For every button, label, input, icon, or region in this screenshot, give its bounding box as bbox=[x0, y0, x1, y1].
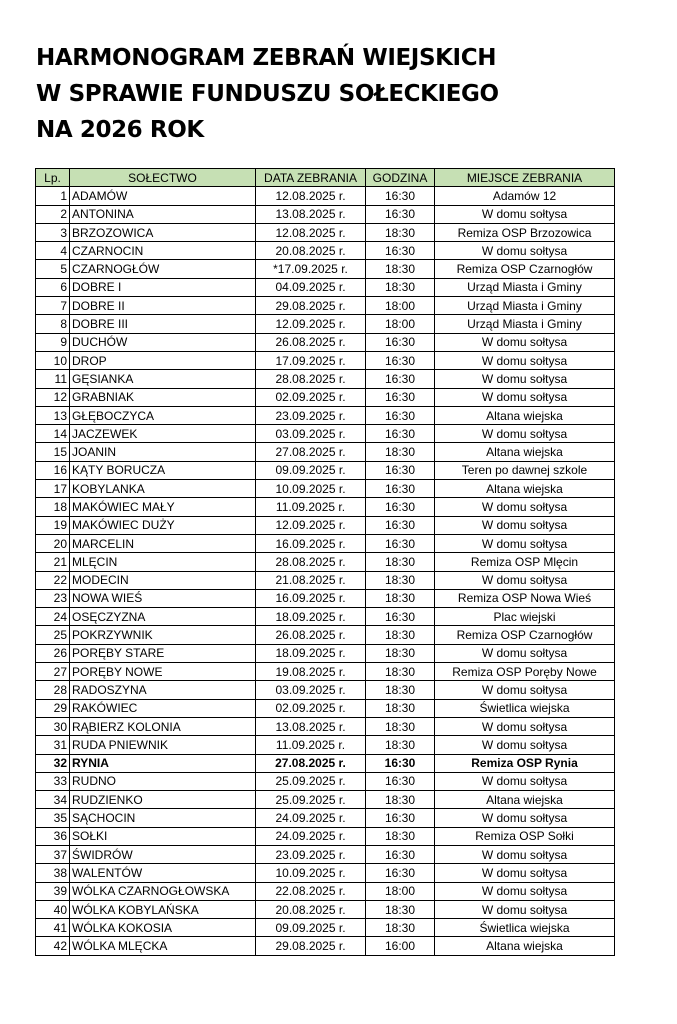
table-row bbox=[36, 717, 615, 735]
meeting-time: 16:30 bbox=[366, 242, 435, 260]
meeting-time: 16:30 bbox=[366, 425, 435, 443]
village-name: JACZEWEK bbox=[70, 425, 256, 443]
village-name: RĄBIERZ KOLONIA bbox=[70, 717, 256, 735]
meeting-place: Altana wiejska bbox=[435, 480, 615, 498]
row-number: 23 bbox=[36, 589, 70, 607]
meeting-place: Urząd Miasta i Gminy bbox=[435, 278, 615, 296]
village-name: JOANIN bbox=[70, 443, 256, 461]
meeting-place: Altana wiejska bbox=[435, 443, 615, 461]
village-name: RUDZIENKO bbox=[70, 791, 256, 809]
row-number: 25 bbox=[36, 626, 70, 644]
table-row bbox=[36, 223, 615, 241]
row-number: 18 bbox=[36, 498, 70, 516]
table-row bbox=[36, 791, 615, 809]
row-number: 41 bbox=[36, 919, 70, 937]
meeting-time: 18:30 bbox=[366, 681, 435, 699]
village-name: OSĘCZYZNA bbox=[70, 608, 256, 626]
village-name: DROP bbox=[70, 351, 256, 369]
meeting-date: 11.09.2025 r. bbox=[256, 498, 366, 516]
village-name: ANTONINA bbox=[70, 205, 256, 223]
meeting-time: 18:30 bbox=[366, 553, 435, 571]
table-row bbox=[36, 425, 615, 443]
row-number: 4 bbox=[36, 242, 70, 260]
table-row bbox=[36, 205, 615, 223]
meeting-place: Remiza OSP Rynia bbox=[435, 754, 615, 772]
village-name: RADOSZYNA bbox=[70, 681, 256, 699]
table-row bbox=[36, 443, 615, 461]
row-number: 42 bbox=[36, 937, 70, 955]
table-row bbox=[36, 553, 615, 571]
meeting-date: 19.08.2025 r. bbox=[256, 663, 366, 681]
meeting-time: 18:30 bbox=[366, 827, 435, 845]
row-number: 11 bbox=[36, 370, 70, 388]
village-name: WÓLKA KOKOSIA bbox=[70, 919, 256, 937]
meeting-time: 16:30 bbox=[366, 809, 435, 827]
meeting-date: 03.09.2025 r. bbox=[256, 681, 366, 699]
table-header-row bbox=[36, 169, 615, 187]
meeting-time: 18:30 bbox=[366, 443, 435, 461]
meeting-date: 21.08.2025 r. bbox=[256, 571, 366, 589]
table-row bbox=[36, 919, 615, 937]
meeting-place: Remiza OSP Czarnogłów bbox=[435, 626, 615, 644]
meeting-date: 22.08.2025 r. bbox=[256, 882, 366, 900]
meeting-time: 16:30 bbox=[366, 534, 435, 552]
table-row bbox=[36, 882, 615, 900]
meeting-date: 02.09.2025 r. bbox=[256, 388, 366, 406]
meeting-date: 12.09.2025 r. bbox=[256, 315, 366, 333]
meeting-place: Świetlica wiejska bbox=[435, 919, 615, 937]
meeting-time: 16:30 bbox=[366, 480, 435, 498]
meeting-date: 17.09.2025 r. bbox=[256, 351, 366, 369]
table-row bbox=[36, 736, 615, 754]
village-name: ADAMÓW bbox=[70, 187, 256, 205]
meeting-date: 24.09.2025 r. bbox=[256, 827, 366, 845]
meeting-time: 18:30 bbox=[366, 900, 435, 918]
village-name: GĘSIANKA bbox=[70, 370, 256, 388]
village-name: RAKÓWIEC bbox=[70, 699, 256, 717]
table-row bbox=[36, 351, 615, 369]
meeting-time: 18:30 bbox=[366, 644, 435, 662]
meeting-place: W domu sołtysa bbox=[435, 864, 615, 882]
row-number: 35 bbox=[36, 809, 70, 827]
meeting-time: 18:00 bbox=[366, 882, 435, 900]
meeting-date: *17.09.2025 r. bbox=[256, 260, 366, 278]
meeting-place: Remiza OSP Brzozowica bbox=[435, 223, 615, 241]
village-name: NOWA WIEŚ bbox=[70, 589, 256, 607]
meeting-date: 09.09.2025 r. bbox=[256, 919, 366, 937]
village-name: PORĘBY NOWE bbox=[70, 663, 256, 681]
meeting-time: 18:30 bbox=[366, 699, 435, 717]
row-number: 21 bbox=[36, 553, 70, 571]
meeting-time: 16:30 bbox=[366, 187, 435, 205]
meeting-place: W domu sołtysa bbox=[435, 809, 615, 827]
village-name: POKRZYWNIK bbox=[70, 626, 256, 644]
meeting-time: 16:30 bbox=[366, 370, 435, 388]
village-name: MARCELIN bbox=[70, 534, 256, 552]
meeting-date: 12.08.2025 r. bbox=[256, 223, 366, 241]
table-row bbox=[36, 608, 615, 626]
table-row bbox=[36, 516, 615, 534]
header-solectwo: SOŁECTWO bbox=[70, 169, 256, 187]
meeting-date: 25.09.2025 r. bbox=[256, 791, 366, 809]
title-line-2: W SPRAWIE FUNDUSZU SOŁECKIEGO bbox=[36, 81, 499, 107]
table-row bbox=[36, 900, 615, 918]
row-number: 19 bbox=[36, 516, 70, 534]
meeting-place: W domu sołtysa bbox=[435, 498, 615, 516]
meeting-place: W domu sołtysa bbox=[435, 333, 615, 351]
meeting-date: 18.09.2025 r. bbox=[256, 644, 366, 662]
meeting-place: Altana wiejska bbox=[435, 791, 615, 809]
village-name: CZARNOGŁÓW bbox=[70, 260, 256, 278]
row-number: 10 bbox=[36, 351, 70, 369]
row-number: 31 bbox=[36, 736, 70, 754]
meeting-date: 23.09.2025 r. bbox=[256, 845, 366, 863]
title-line-1: HARMONOGRAM ZEBRAŃ WIEJSKICH bbox=[36, 45, 497, 71]
meeting-time: 18:30 bbox=[366, 626, 435, 644]
meeting-time: 16:30 bbox=[366, 351, 435, 369]
row-number: 6 bbox=[36, 278, 70, 296]
meeting-time: 18:30 bbox=[366, 589, 435, 607]
meeting-time: 18:30 bbox=[366, 260, 435, 278]
meeting-place: W domu sołtysa bbox=[435, 736, 615, 754]
meeting-place: W domu sołtysa bbox=[435, 388, 615, 406]
village-name: MAKÓWIEC DUŻY bbox=[70, 516, 256, 534]
row-number: 13 bbox=[36, 406, 70, 424]
meeting-place: W domu sołtysa bbox=[435, 772, 615, 790]
meeting-place: W domu sołtysa bbox=[435, 425, 615, 443]
meeting-place: Altana wiejska bbox=[435, 937, 615, 955]
table-row bbox=[36, 644, 615, 662]
meeting-date: 13.08.2025 r. bbox=[256, 717, 366, 735]
meeting-place: Remiza OSP Nowa Wieś bbox=[435, 589, 615, 607]
table-row bbox=[36, 242, 615, 260]
village-name: WÓLKA MLĘCKA bbox=[70, 937, 256, 955]
meeting-place: W domu sołtysa bbox=[435, 900, 615, 918]
table-row bbox=[36, 845, 615, 863]
meeting-time: 16:30 bbox=[366, 608, 435, 626]
meeting-time: 16:30 bbox=[366, 388, 435, 406]
meeting-place: Świetlica wiejska bbox=[435, 699, 615, 717]
meeting-date: 04.09.2025 r. bbox=[256, 278, 366, 296]
meeting-place: W domu sołtysa bbox=[435, 351, 615, 369]
meeting-date: 26.08.2025 r. bbox=[256, 333, 366, 351]
table-row bbox=[36, 626, 615, 644]
village-name: WÓLKA CZARNOGŁOWSKA bbox=[70, 882, 256, 900]
row-number: 8 bbox=[36, 315, 70, 333]
meeting-time: 18:30 bbox=[366, 223, 435, 241]
row-number: 5 bbox=[36, 260, 70, 278]
row-number: 7 bbox=[36, 297, 70, 315]
village-name: DUCHÓW bbox=[70, 333, 256, 351]
table-body bbox=[36, 187, 615, 955]
meeting-date: 24.09.2025 r. bbox=[256, 809, 366, 827]
meeting-date: 20.08.2025 r. bbox=[256, 900, 366, 918]
row-number: 16 bbox=[36, 461, 70, 479]
header-data: DATA ZEBRANIA bbox=[256, 169, 366, 187]
meeting-place: W domu sołtysa bbox=[435, 882, 615, 900]
row-number: 26 bbox=[36, 644, 70, 662]
meeting-date: 11.09.2025 r. bbox=[256, 736, 366, 754]
village-name: CZARNOCIN bbox=[70, 242, 256, 260]
meeting-date: 16.09.2025 r. bbox=[256, 589, 366, 607]
meeting-date: 27.08.2025 r. bbox=[256, 443, 366, 461]
header-godzina: GODZINA bbox=[366, 169, 435, 187]
row-number: 28 bbox=[36, 681, 70, 699]
table-row bbox=[36, 589, 615, 607]
meeting-place: W domu sołtysa bbox=[435, 534, 615, 552]
table-row bbox=[36, 370, 615, 388]
meeting-time: 16:30 bbox=[366, 864, 435, 882]
village-name: RUDA PNIEWNIK bbox=[70, 736, 256, 754]
row-number: 2 bbox=[36, 205, 70, 223]
village-name: MAKÓWIEC MAŁY bbox=[70, 498, 256, 516]
row-number: 34 bbox=[36, 791, 70, 809]
header-lp: Lp. bbox=[36, 169, 70, 187]
meeting-place: Urząd Miasta i Gminy bbox=[435, 315, 615, 333]
table-row bbox=[36, 827, 615, 845]
meeting-place: Urząd Miasta i Gminy bbox=[435, 297, 615, 315]
table-row bbox=[36, 406, 615, 424]
meeting-time: 18:30 bbox=[366, 663, 435, 681]
row-number: 37 bbox=[36, 845, 70, 863]
meeting-date: 10.09.2025 r. bbox=[256, 864, 366, 882]
meeting-date: 20.08.2025 r. bbox=[256, 242, 366, 260]
row-number: 1 bbox=[36, 187, 70, 205]
village-name: KĄTY BORUCZA bbox=[70, 461, 256, 479]
row-number: 39 bbox=[36, 882, 70, 900]
village-name: WÓLKA KOBYLAŃSKA bbox=[70, 900, 256, 918]
meeting-place: W domu sołtysa bbox=[435, 516, 615, 534]
meeting-time: 18:00 bbox=[366, 297, 435, 315]
meeting-place: W domu sołtysa bbox=[435, 370, 615, 388]
village-name: GŁĘBOCZYCA bbox=[70, 406, 256, 424]
table-row bbox=[36, 297, 615, 315]
table-row bbox=[36, 937, 615, 955]
meeting-place: W domu sołtysa bbox=[435, 717, 615, 735]
meeting-time: 16:00 bbox=[366, 937, 435, 955]
village-name: PORĘBY STARE bbox=[70, 644, 256, 662]
table-row bbox=[36, 772, 615, 790]
meeting-date: 27.08.2025 r. bbox=[256, 754, 366, 772]
row-number: 3 bbox=[36, 223, 70, 241]
meeting-time: 18:30 bbox=[366, 919, 435, 937]
meeting-time: 16:30 bbox=[366, 498, 435, 516]
village-name: BRZOZOWICA bbox=[70, 223, 256, 241]
village-name: SOŁKI bbox=[70, 827, 256, 845]
meeting-date: 26.08.2025 r. bbox=[256, 626, 366, 644]
meeting-date: 29.08.2025 r. bbox=[256, 937, 366, 955]
table-row bbox=[36, 663, 615, 681]
meeting-time: 18:30 bbox=[366, 791, 435, 809]
row-number: 40 bbox=[36, 900, 70, 918]
meeting-time: 18:30 bbox=[366, 571, 435, 589]
row-number: 27 bbox=[36, 663, 70, 681]
meeting-place: Altana wiejska bbox=[435, 406, 615, 424]
table-row bbox=[36, 480, 615, 498]
meeting-date: 09.09.2025 r. bbox=[256, 461, 366, 479]
village-name: ŚWIDRÓW bbox=[70, 845, 256, 863]
row-number: 14 bbox=[36, 425, 70, 443]
table-row bbox=[36, 754, 615, 772]
meeting-place: W domu sołtysa bbox=[435, 845, 615, 863]
table-row bbox=[36, 260, 615, 278]
row-number: 9 bbox=[36, 333, 70, 351]
meeting-date: 03.09.2025 r. bbox=[256, 425, 366, 443]
village-name: MLĘCIN bbox=[70, 553, 256, 571]
table-row bbox=[36, 699, 615, 717]
meeting-time: 16:30 bbox=[366, 845, 435, 863]
meeting-date: 28.08.2025 r. bbox=[256, 553, 366, 571]
table-row bbox=[36, 571, 615, 589]
table-row bbox=[36, 315, 615, 333]
row-number: 30 bbox=[36, 717, 70, 735]
meeting-place: W domu sołtysa bbox=[435, 242, 615, 260]
table-row bbox=[36, 278, 615, 296]
table-row bbox=[36, 681, 615, 699]
meeting-time: 18:30 bbox=[366, 278, 435, 296]
meeting-date: 18.09.2025 r. bbox=[256, 608, 366, 626]
row-number: 32 bbox=[36, 754, 70, 772]
row-number: 24 bbox=[36, 608, 70, 626]
meeting-date: 23.09.2025 r. bbox=[256, 406, 366, 424]
village-name: KOBYLANKA bbox=[70, 480, 256, 498]
meeting-date: 12.08.2025 r. bbox=[256, 187, 366, 205]
table-row bbox=[36, 498, 615, 516]
schedule-table bbox=[35, 168, 615, 956]
meeting-date: 13.08.2025 r. bbox=[256, 205, 366, 223]
meeting-time: 16:30 bbox=[366, 205, 435, 223]
row-number: 36 bbox=[36, 827, 70, 845]
table-row bbox=[36, 187, 615, 205]
page-title bbox=[36, 40, 499, 148]
meeting-place: W domu sołtysa bbox=[435, 644, 615, 662]
meeting-place: Remiza OSP Czarnogłów bbox=[435, 260, 615, 278]
row-number: 20 bbox=[36, 534, 70, 552]
row-number: 29 bbox=[36, 699, 70, 717]
row-number: 17 bbox=[36, 480, 70, 498]
meeting-place: Teren po dawnej szkole bbox=[435, 461, 615, 479]
village-name: WALENTÓW bbox=[70, 864, 256, 882]
meeting-time: 18:30 bbox=[366, 736, 435, 754]
meeting-time: 16:30 bbox=[366, 516, 435, 534]
village-name: RYNIA bbox=[70, 754, 256, 772]
meeting-date: 12.09.2025 r. bbox=[256, 516, 366, 534]
meeting-date: 28.08.2025 r. bbox=[256, 370, 366, 388]
meeting-date: 02.09.2025 r. bbox=[256, 699, 366, 717]
meeting-date: 10.09.2025 r. bbox=[256, 480, 366, 498]
meeting-time: 16:30 bbox=[366, 461, 435, 479]
table-row bbox=[36, 388, 615, 406]
row-number: 22 bbox=[36, 571, 70, 589]
meeting-place: W domu sołtysa bbox=[435, 205, 615, 223]
row-number: 38 bbox=[36, 864, 70, 882]
row-number: 15 bbox=[36, 443, 70, 461]
village-name: SĄCHOCIN bbox=[70, 809, 256, 827]
village-name: DOBRE I bbox=[70, 278, 256, 296]
table-row bbox=[36, 809, 615, 827]
meeting-date: 16.09.2025 r. bbox=[256, 534, 366, 552]
village-name: DOBRE III bbox=[70, 315, 256, 333]
village-name: DOBRE II bbox=[70, 297, 256, 315]
meeting-time: 16:30 bbox=[366, 406, 435, 424]
meeting-place: Remiza OSP Mlęcin bbox=[435, 553, 615, 571]
title-line-3: NA 2026 ROK bbox=[36, 117, 204, 143]
table-row bbox=[36, 534, 615, 552]
village-name: RUDNO bbox=[70, 772, 256, 790]
village-name: MODECIN bbox=[70, 571, 256, 589]
meeting-time: 18:30 bbox=[366, 717, 435, 735]
table-row bbox=[36, 461, 615, 479]
meeting-place: Remiza OSP Poręby Nowe bbox=[435, 663, 615, 681]
meeting-date: 25.09.2025 r. bbox=[256, 772, 366, 790]
meeting-place: Adamów 12 bbox=[435, 187, 615, 205]
meeting-place: W domu sołtysa bbox=[435, 571, 615, 589]
meeting-time: 16:30 bbox=[366, 333, 435, 351]
meeting-place: Remiza OSP Sołki bbox=[435, 827, 615, 845]
meeting-date: 29.08.2025 r. bbox=[256, 297, 366, 315]
header-miejsce: MIEJSCE ZEBRANIA bbox=[435, 169, 615, 187]
row-number: 33 bbox=[36, 772, 70, 790]
meeting-place: W domu sołtysa bbox=[435, 681, 615, 699]
row-number: 12 bbox=[36, 388, 70, 406]
meeting-place: Plac wiejski bbox=[435, 608, 615, 626]
village-name: GRABNIAK bbox=[70, 388, 256, 406]
meeting-time: 16:30 bbox=[366, 772, 435, 790]
table-row bbox=[36, 333, 615, 351]
meeting-time: 16:30 bbox=[366, 754, 435, 772]
meeting-time: 18:00 bbox=[366, 315, 435, 333]
table-row bbox=[36, 864, 615, 882]
